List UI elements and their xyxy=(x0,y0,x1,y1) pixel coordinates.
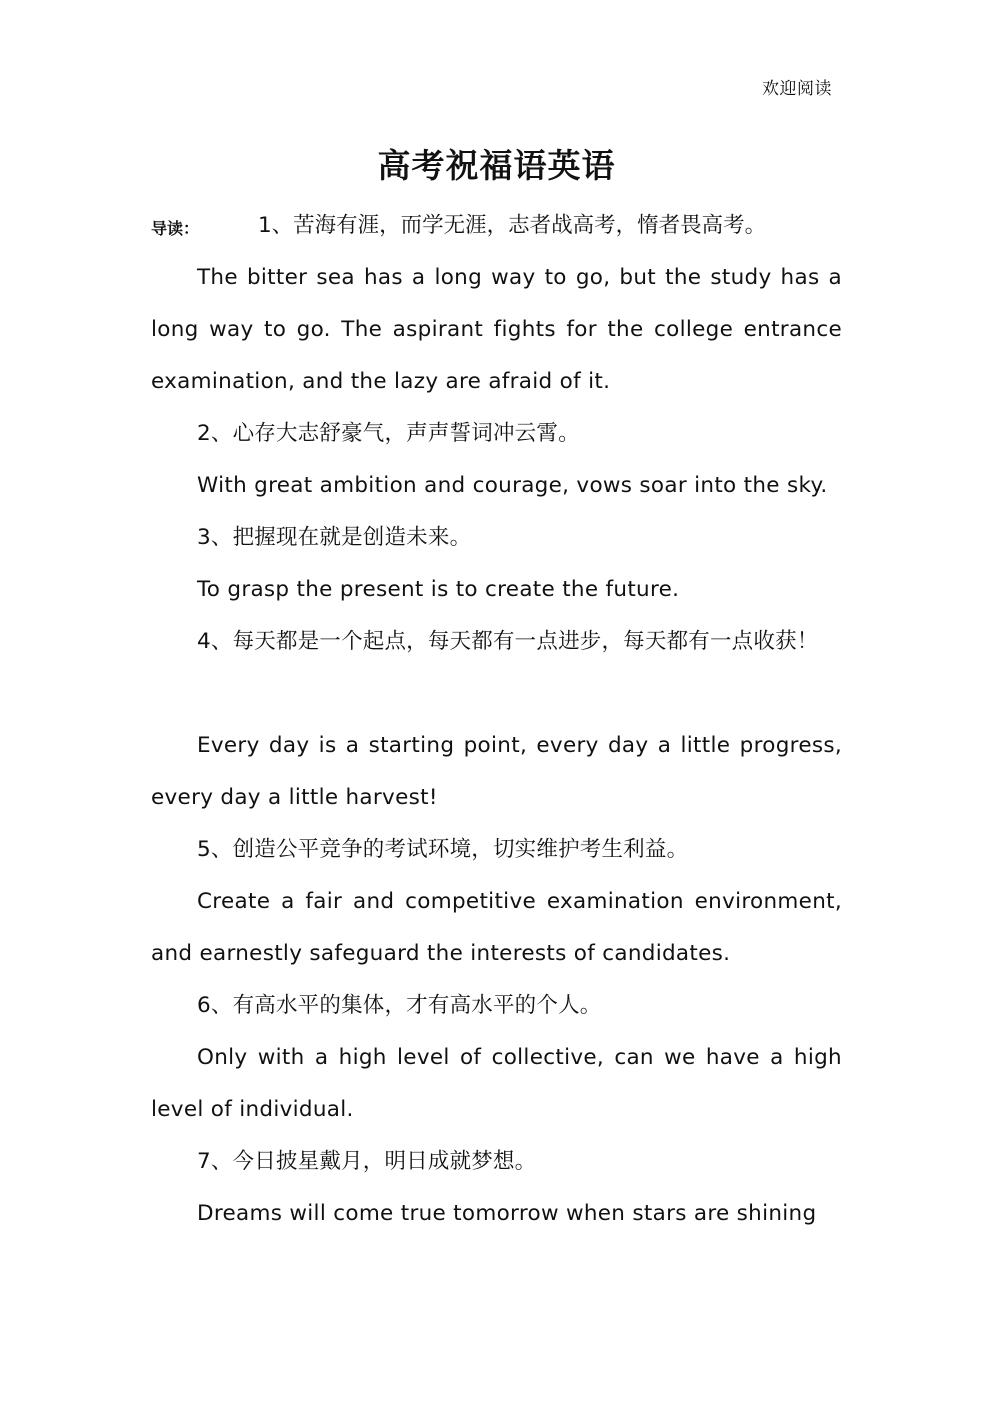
lead-paragraph xyxy=(151,200,842,252)
item-1-chinese: 1、苦海有涯，而学无涯，志者战高考，惰者畏高考。 xyxy=(258,213,767,238)
document-body xyxy=(151,200,842,1240)
document-title: 高考祝福语英语 xyxy=(377,146,616,185)
page-header: 欢迎阅读 xyxy=(762,79,832,99)
blank-line xyxy=(151,668,842,720)
item-1-english: The bitter sea has a long way to go, but the study has a long way to go. The aspirant fights for the college entrance examination, and the lazy are afraid of it. xyxy=(151,265,842,394)
item-6-chinese: 6、有高水平的集体，才有高水平的个人。 xyxy=(197,993,602,1018)
item-5-english: Create a fair and competitive examination environment, and earnestly safeguard the interests of candidates. xyxy=(151,889,842,966)
item-6-english: Only with a high level of collective, can we have a high level of individual. xyxy=(151,1045,842,1122)
item-5-chinese: 5、创造公平竞争的考试环境，切实维护考生利益。 xyxy=(197,837,689,862)
item-3-english: To grasp the present is to create the future. xyxy=(197,577,680,602)
item-4-chinese: 4、每天都是一个起点，每天都有一点进步，每天都有一点收获！ xyxy=(197,629,819,654)
item-4-english: Every day is a starting point, every day a little progress, every day a little harvest! xyxy=(151,733,842,810)
item-2-chinese: 2、心存大志舒豪气，声声誓词冲云霄。 xyxy=(197,421,580,446)
item-2-english: With great ambition and courage, vows soar into the sky. xyxy=(197,473,828,498)
item-3-chinese: 3、把握现在就是创造未来。 xyxy=(197,525,472,550)
item-7-english: Dreams will come true tomorrow when stars are shining xyxy=(197,1201,817,1226)
lead-label: 导读： xyxy=(151,219,200,238)
item-7-chinese: 7、今日披星戴月，明日成就梦想。 xyxy=(197,1149,537,1174)
